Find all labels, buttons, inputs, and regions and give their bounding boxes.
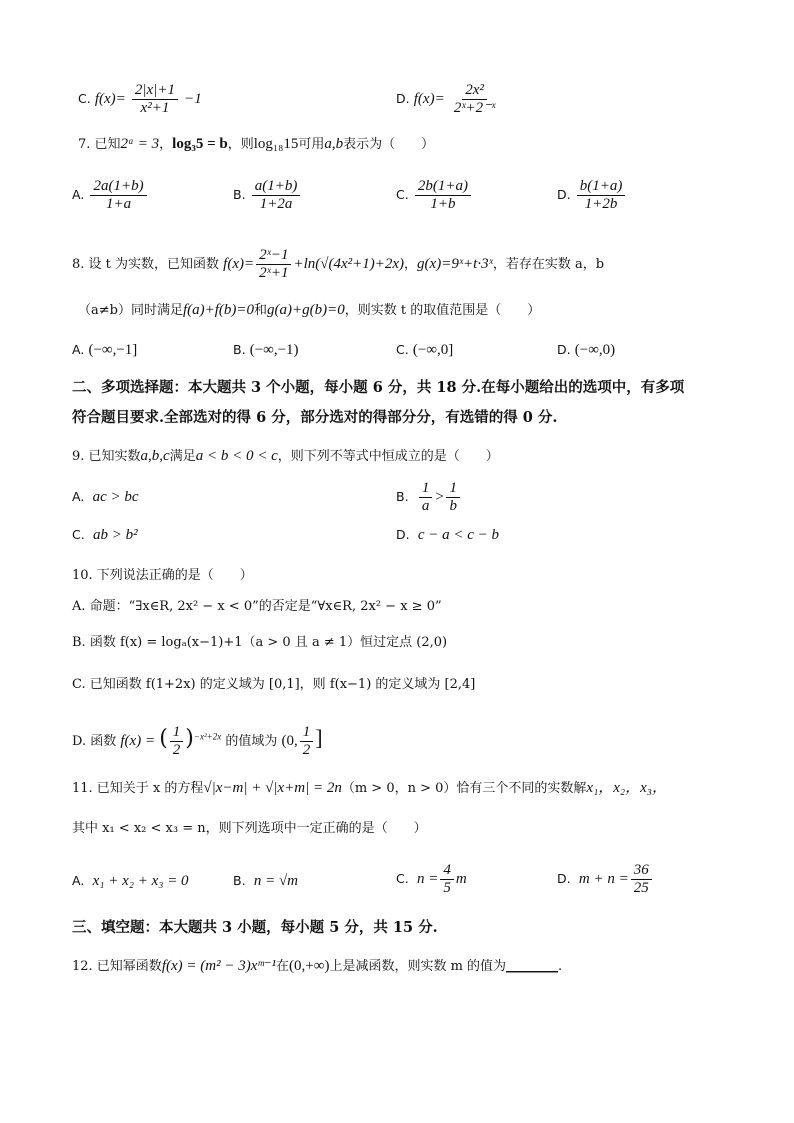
q7-stem: 7. 已知2ᵃ = 3，log₃5 = b，则log₁₈15可用a,b表示为（ ） [78, 136, 435, 152]
section2-heading-line2: 符合题目要求.全部选对的得 6 分，部分选对的得部分分，有选错的得 0 分. [72, 409, 558, 426]
q8-option-a: A. (−∞,−1] [72, 342, 138, 358]
answer-blank[interactable]: ________ [506, 959, 559, 974]
q8-stem-line2: （a≠b）同时满足f(a)+f(b)=0和g(a)+g(b)=0，则实数 t 的取值范围是（ ） [78, 302, 541, 318]
q7-option-c: C. $\frac{2b(1+a)}{1+b}$ [396, 178, 473, 213]
q7-option-d: D. $\frac{b(1+a)}{1+2b}$ [557, 178, 627, 213]
q8-option-d: D. (−∞,0) [557, 342, 616, 358]
q12-stem: 12. 已知幂函数f(x) = (m² − 3)xᵐ⁻¹在(0,+∞)上是减函数，则实数 m 的值为________. [72, 958, 563, 974]
q8-option-c: C. (−∞,0] [396, 342, 454, 358]
q9-option-b: B. $\frac{1}{a}$ > $\frac{1}{b}$ [396, 480, 462, 515]
section3-heading: 三、填空题：本大题共 3 小题，每小题 5 分，共 15 分. [72, 919, 438, 936]
q8-stem-line1: 8. 设 t 为实数，已知函数 f(x)= $\frac{\text{2ˣ−1}}{\text{2ˣ+1}}$ +ln(√(4x²+1)+2x)，g(x)=9ˣ+t·3ˣ，若存在实数 a，b [72, 247, 605, 281]
q10-option-a: A. 命题：“∃x∈R, 2x² − x < 0”的否定是“∀x∈R, 2x² − x ≥ 0” [72, 599, 442, 614]
q11-stem-line2: 其中 x₁ < x₂ < x₃ = n，则下列选项中一定正确的是（ ） [72, 821, 427, 836]
q9-stem: 9. 已知实数a,b,c满足a < b < 0 < c，则下列不等式中恒成立的是（ ） [72, 448, 499, 464]
q6-option-c: C. f(x)= $\frac{2|x|+1}{\text{x²+1}}$ −1 [78, 82, 202, 116]
option-label: C. [78, 91, 91, 106]
q11-option-c: C. n = $\frac{4}{5}$ m [396, 862, 467, 896]
q10-option-d: D. 函数 f(x) = ( $\frac{1}{2}$ )$^{-x^2+2x}$ 的值域为 (0, $\frac{1}{2}$ ] [72, 724, 323, 758]
section2-heading-line1: 二、多项选择题：本大题共 3 个小题，每小题 6 分，共 18 分.在每小题给出的选项中，有多项 [72, 379, 685, 396]
q11-option-d: D. m + n = $\frac{36}{25}$ [557, 862, 654, 897]
q7-option-b: B. $\frac{a(1+b)}{1+2a}$ [233, 178, 302, 213]
q9-option-d: D. c − a < c − b [396, 527, 500, 543]
q10-stem: 10. 下列说法正确的是（ ） [72, 568, 253, 583]
fraction: $\frac{\text{2x²}}{\text{2ˣ+2⁻ˣ}}$ [453, 82, 496, 116]
math: f(x)= [94, 91, 126, 107]
q7-option-a: A. $\frac{2a(1+b)}{1+a}$ [72, 178, 149, 213]
q11-option-b: B. n = √m [233, 873, 299, 889]
q9-option-c: C. ab > b² [72, 527, 138, 543]
q10-option-c: C. 已知函数 f(1+2x) 的定义域为 [0,1]，则 f(x−1) 的定义域为 [2,4] [72, 677, 476, 692]
q11-option-a: A. x₁ + x₂ + x₃ = 0 [72, 873, 189, 889]
q9-option-a: A. ac > bc [72, 489, 139, 505]
fraction: $\frac{2|x|+1}{\text{x²+1}}$ [132, 82, 178, 117]
q10-option-b: B. 函数 f(x) = logₐ(x−1)+1（a > 0 且 a ≠ 1）恒过定点 (2,0) [72, 635, 448, 650]
q11-stem-line1: 11. 已知关于 x 的方程√|x−m| + √|x+m| = 2n（m > 0，n > 0）恰有三个不同的实数解x₁，x₂，x₃， [72, 780, 668, 796]
q8-option-b: B. (−∞,−1) [233, 342, 299, 358]
q6-option-d: D. f(x)= $\frac{\text{2x²}}{\text{2ˣ+2⁻ˣ}}$ [396, 82, 500, 117]
